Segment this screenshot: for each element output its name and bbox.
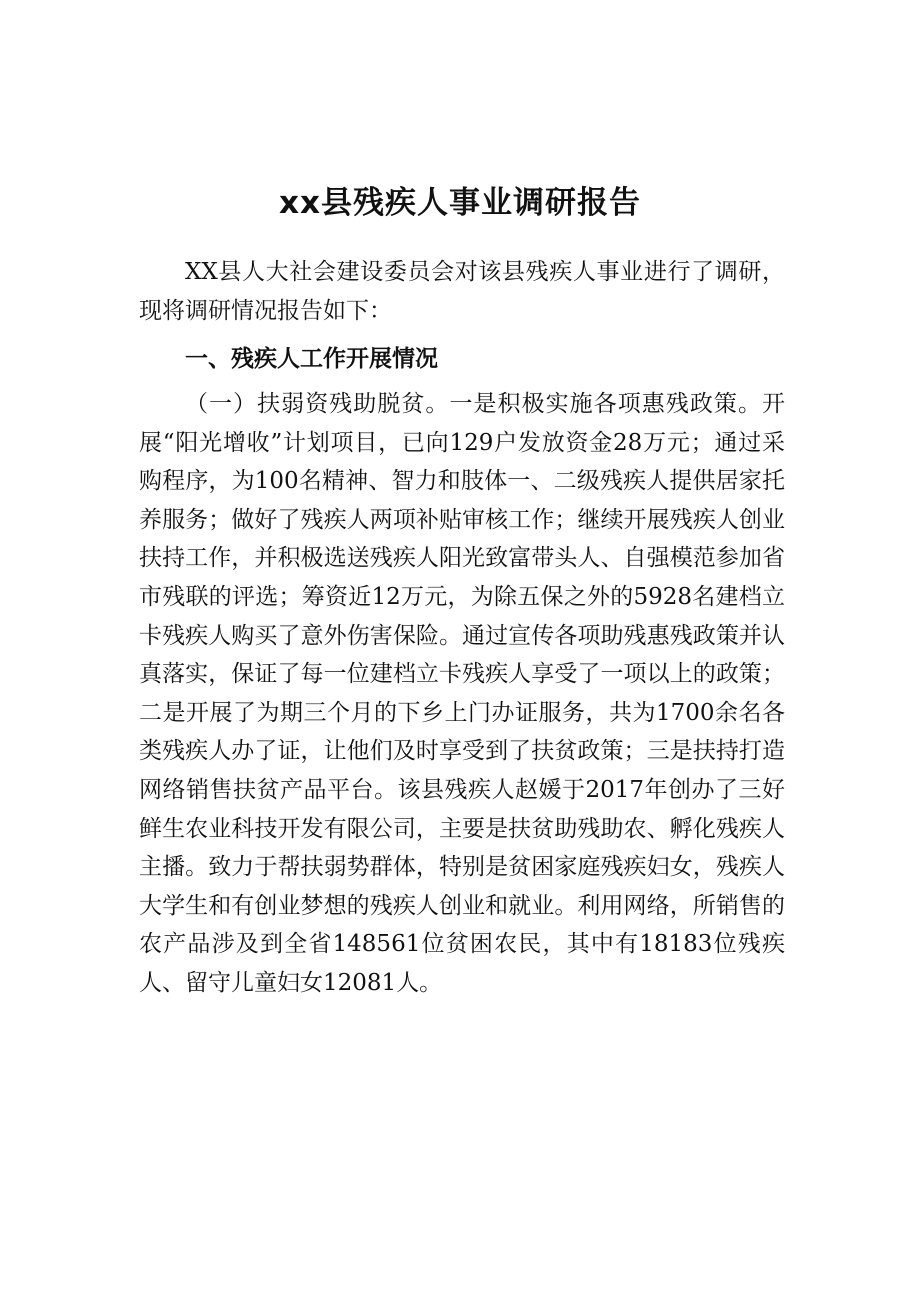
section-heading: 一、残疾人工作开展情况 — [185, 346, 438, 372]
body-paragraph: （一）扶弱资残助脱贫。一是积极实施各项惠残政策。开展“阳光增收”计划项目，已向129户发放资金28万元；通过采购程序，为100名精神、智力和肢体一、二级残疾人提供居家托养服务；做好了残疾人两项补贴审核工作；继续开展残疾人创业扶持工作，并积极选送残疾人阳光致富带头人、自强模范参加省市残联的评选；筹资近12万元，为除五保之外的5928名建档立卡残疾人购买了意外伤害保险。通过宣传各项助残惠残政策并认真落实，保证了每一位建档立卡残疾人享受了一项以上的政策；二是开展了为期三个月的下乡上门办证服务，共为1700余名各类残疾人办了证，让他们及时享受到了扶贫政策；三是扶持打造网络销售扶贫产品平台。该县残疾人赵媛于2017年创办了三好鲜生农业科技开发有限公司，主要是扶贫助残助农、孵化残疾人主播。致力于帮扶弱势群体，特别是贫困家庭残疾妇女，残疾人大学生和有创业梦想的残疾人创业和就业。利用网络，所销售的农产品涉及到全省148561位贫困农民，其中有18183位残疾人、留守儿童妇女12081人。 — [139, 391, 785, 996]
intro-paragraph: XX县人大社会建设委员会对该县残疾人事业进行了调研，现将调研情况报告如下： — [139, 259, 785, 324]
document-title: xx县残疾人事业调研报告 — [279, 184, 641, 221]
